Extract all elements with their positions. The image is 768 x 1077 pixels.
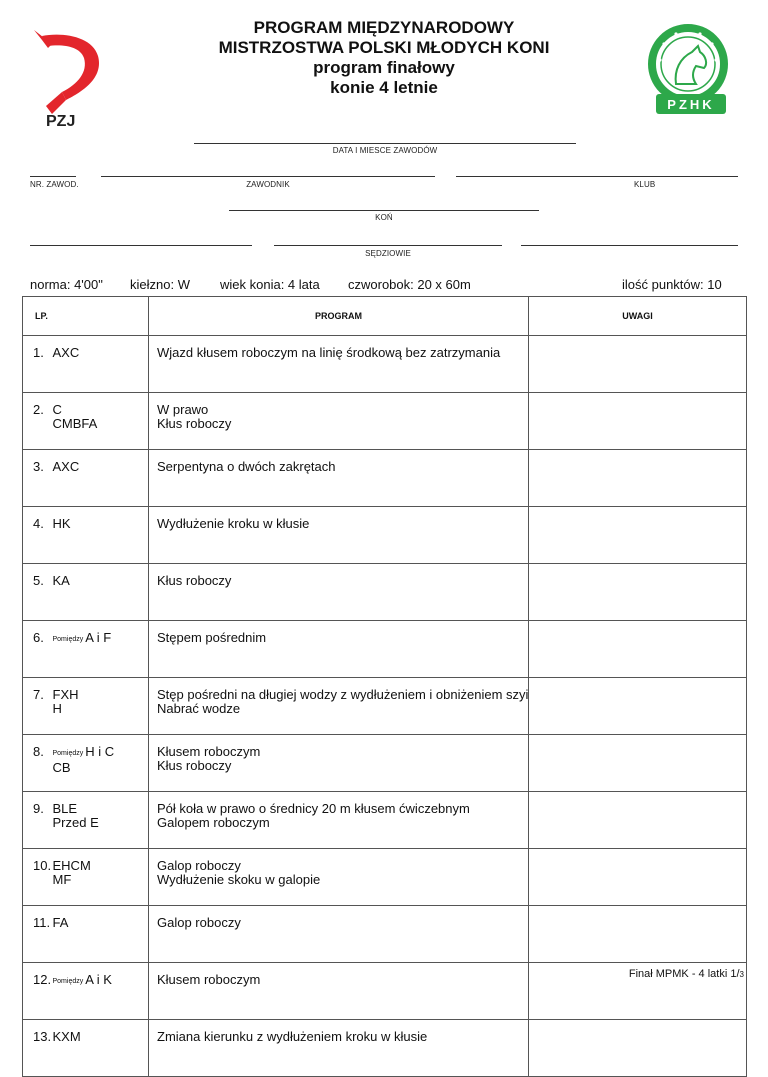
letters-text: KXM: [52, 1029, 81, 1044]
row-number: 7.: [23, 678, 53, 735]
letters-line: [53, 574, 149, 588]
row-number: 9.: [23, 792, 53, 849]
description-line: Wjazd kłusem roboczym na linię środkową bez zatrzymania: [157, 345, 501, 360]
points-text: ilość punktów: 10: [622, 277, 722, 292]
remarks-cell[interactable]: [529, 678, 747, 735]
row-letters: [53, 393, 149, 450]
title-line-4: konie 4 letnie: [330, 78, 438, 97]
table-row: [23, 564, 747, 621]
pzj-logo-text: PZJ: [46, 113, 76, 130]
table-row: [23, 393, 747, 450]
letters-line: [53, 816, 149, 830]
row-number: 8.: [23, 735, 53, 792]
letters-line: [53, 1030, 149, 1044]
letters-text: CB: [52, 760, 71, 775]
row-number: 5.: [23, 564, 53, 621]
date-place-label: DATA I MIESCE ZAWODÓW: [332, 146, 438, 155]
row-description: [149, 450, 529, 507]
table-row: [23, 792, 747, 849]
row-number: 13.: [23, 1020, 53, 1077]
between-label: Pomiędzy: [52, 750, 84, 757]
date-place-line[interactable]: [194, 143, 576, 144]
description-line: Galop roboczy: [157, 858, 241, 873]
table-row: [23, 849, 747, 906]
table-row: [23, 450, 747, 507]
horse-line[interactable]: [229, 210, 539, 211]
description-line: Galop roboczy: [157, 915, 241, 930]
judges-label: SĘDZIOWIE: [365, 249, 411, 258]
row-number: 6.: [23, 621, 53, 678]
remarks-cell[interactable]: [529, 792, 747, 849]
description-line: W prawo: [157, 402, 209, 417]
row-number: 3.: [23, 450, 53, 507]
description-line: Serpentyna o dwóch zakrętach: [157, 459, 336, 474]
letters-text: FXH: [52, 687, 79, 702]
club-label: KLUB: [634, 180, 656, 189]
row-letters: [53, 792, 149, 849]
letters-text: HK: [52, 516, 71, 531]
remarks-cell[interactable]: [529, 1020, 747, 1077]
letters-line: [53, 346, 149, 360]
row-description: [149, 1020, 529, 1077]
title-line-2: MISTRZOSTWA POLSKI MŁODYCH KONI: [218, 38, 550, 57]
letters-text: Przed E: [52, 815, 99, 830]
row-letters: [53, 1020, 149, 1077]
description-line: Galopem roboczym: [157, 815, 270, 830]
judge-1-line[interactable]: [30, 245, 252, 246]
description-line: Pół koła w prawo o średnicy 20 m kłusem ćwiczebnym: [157, 801, 470, 816]
rider-label: ZAWODNIK: [246, 180, 290, 189]
letters-text: A i K: [85, 972, 112, 987]
description-line: Kłus roboczy: [157, 573, 232, 588]
program-table: [22, 296, 747, 1077]
letters-text: H i C: [85, 744, 115, 759]
rider-line[interactable]: [101, 176, 435, 177]
page-footer: [629, 968, 744, 980]
letters-line: [53, 916, 149, 930]
pzhk-logo: [640, 20, 742, 122]
letters-line: [53, 688, 149, 702]
row-description: [149, 564, 529, 621]
remarks-cell[interactable]: [529, 735, 747, 792]
row-description: [149, 963, 529, 1020]
competitor-no-line[interactable]: [30, 176, 76, 177]
row-letters: [53, 507, 149, 564]
letters-line: [53, 859, 149, 873]
row-number: 1.: [23, 336, 53, 393]
row-number: 10.: [23, 849, 53, 906]
remarks-cell[interactable]: [529, 450, 747, 507]
row-letters: [53, 450, 149, 507]
remarks-cell[interactable]: [529, 621, 747, 678]
description-line: Stępem pośrednim: [157, 630, 267, 645]
row-number: 4.: [23, 507, 53, 564]
row-letters: [53, 621, 149, 678]
table-row: [23, 1020, 747, 1077]
table-row: [23, 336, 747, 393]
row-description: [149, 336, 529, 393]
horse-label: KOŃ: [375, 213, 393, 222]
table-row: [23, 735, 747, 792]
letters-text: MF: [52, 872, 72, 887]
letters-line: [53, 802, 149, 816]
remarks-cell[interactable]: [529, 906, 747, 963]
header-program: PROGRAM: [149, 297, 529, 336]
row-description: [149, 906, 529, 963]
letters-text: A i F: [85, 630, 112, 645]
letters-line: [53, 417, 149, 431]
table-row: [23, 507, 747, 564]
table-row: [23, 678, 747, 735]
row-letters: [53, 678, 149, 735]
row-description: [149, 393, 529, 450]
description-line: Kłusem roboczym: [157, 744, 261, 759]
age-text: wiek konia: 4 lata: [220, 277, 320, 292]
row-description: [149, 792, 529, 849]
description-line: Stęp pośredni na długiej wodzy z wydłużeniem i obniżeniem szyi: [157, 687, 529, 702]
description-line: Wydłużenie kroku w kłusie: [157, 516, 310, 531]
description-line: Kłus roboczy: [157, 758, 232, 773]
arena-text: czworobok: 20 x 60m: [348, 277, 471, 292]
letters-text: CMBFA: [52, 416, 98, 431]
footer-page-total: 3: [739, 970, 744, 979]
remarks-cell[interactable]: [529, 393, 747, 450]
title-line-3: program finałowy: [313, 58, 455, 77]
description-line: Wydłużenie skoku w galopie: [157, 872, 321, 887]
table-row: [23, 621, 747, 678]
description-line: Zmiana kierunku z wydłużeniem kroku w kłusie: [157, 1029, 428, 1044]
letters-line: [53, 973, 149, 989]
remarks-cell[interactable]: [529, 849, 747, 906]
row-letters: [53, 849, 149, 906]
letters-line: [53, 745, 149, 761]
judge-3-line[interactable]: [521, 245, 738, 246]
description-line: Nabrać wodze: [157, 701, 241, 716]
remarks-cell[interactable]: [529, 564, 747, 621]
row-number: 12.: [23, 963, 53, 1020]
title-line-1: PROGRAM MIĘDZYNARODOWY: [253, 18, 515, 37]
club-line[interactable]: [456, 176, 738, 177]
letters-text: FA: [52, 915, 69, 930]
letters-text: AXC: [52, 345, 80, 360]
letters-text: KA: [52, 573, 70, 588]
letters-line: [53, 460, 149, 474]
row-letters: [53, 564, 149, 621]
between-label: Pomiędzy: [52, 636, 84, 643]
pzhk-logo-text: PZHK: [667, 97, 715, 112]
row-description: [149, 849, 529, 906]
letters-text: AXC: [52, 459, 80, 474]
row-description: [149, 735, 529, 792]
header-lp: LP.: [23, 297, 149, 336]
row-description: [149, 621, 529, 678]
norma-text: norma: 4'00": [30, 277, 103, 292]
row-letters: [53, 906, 149, 963]
table-row: [23, 906, 747, 963]
letters-line: [53, 873, 149, 887]
letters-line: [53, 631, 149, 647]
row-description: [149, 678, 529, 735]
row-letters: [53, 336, 149, 393]
letters-line: [53, 702, 149, 716]
bit-text: kiełzno: W: [130, 277, 190, 292]
description-line: Kłus roboczy: [157, 416, 232, 431]
header-remarks: UWAGI: [529, 297, 747, 336]
letters-text: EHCM: [52, 858, 91, 873]
footer-text: Finał MPMK - 4 latki: [628, 968, 728, 980]
description-line: Kłusem roboczym: [157, 972, 261, 987]
letters-text: H: [52, 701, 62, 716]
letters-line: [53, 517, 149, 531]
row-letters: [53, 963, 149, 1020]
letters-text: BLE: [52, 801, 78, 816]
row-letters: [53, 735, 149, 792]
footer-page: 1/: [730, 968, 740, 980]
letters-line: [53, 761, 149, 775]
between-label: Pomiędzy: [52, 978, 84, 985]
judge-2-line[interactable]: [274, 245, 502, 246]
letters-text: C: [52, 402, 62, 417]
row-number: 2.: [23, 393, 53, 450]
remarks-cell[interactable]: [529, 507, 747, 564]
pzj-logo: [22, 22, 112, 132]
row-description: [149, 507, 529, 564]
document-title: [160, 18, 608, 98]
remarks-cell[interactable]: [529, 336, 747, 393]
letters-line: [53, 403, 149, 417]
competitor-no-label: NR. ZAWOD.: [30, 180, 79, 189]
row-number: 11.: [23, 906, 53, 963]
